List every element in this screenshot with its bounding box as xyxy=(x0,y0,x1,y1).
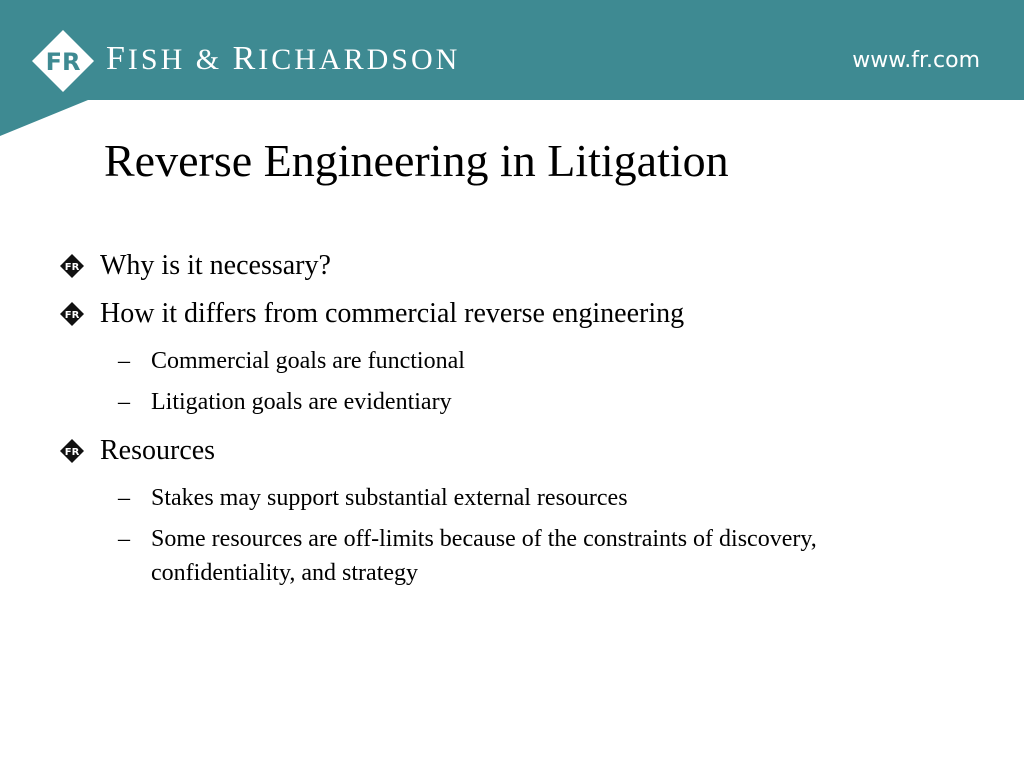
sub-bullet-item xyxy=(118,385,960,419)
firm-name: FISH & RICHARDSON xyxy=(106,40,461,77)
bullet-item xyxy=(60,433,960,469)
sub-bullet-text: Litigation goals are evidentiary xyxy=(151,389,452,415)
bullet-text: Resources xyxy=(100,435,216,466)
sub-bullet-text: Stakes may support substantial external resources xyxy=(151,485,628,511)
sub-bullet-dash: – xyxy=(118,348,130,374)
bullet-item xyxy=(60,296,960,332)
fr-logo-icon xyxy=(32,30,94,92)
sub-bullet-item xyxy=(118,522,960,590)
slide-title: Reverse Engineering in Litigation xyxy=(104,135,729,186)
bullet-item xyxy=(60,248,960,284)
fr-diamond-icon xyxy=(60,302,84,326)
sub-bullet-text: Some resources are off-limits because of the constraints of discovery, confidentiality, and strategy xyxy=(151,526,817,586)
website-link[interactable]: www.fr.com xyxy=(852,48,980,73)
sub-bullet-dash: – xyxy=(118,485,130,511)
sub-bullet-item xyxy=(118,344,960,378)
slide-content xyxy=(60,248,960,597)
svg-text:FR: FR xyxy=(64,310,80,321)
bullet-text: Why is it necessary? xyxy=(100,250,331,281)
svg-text:FR: FR xyxy=(45,48,81,76)
sub-bullet-dash: – xyxy=(118,389,130,415)
svg-text:FR: FR xyxy=(64,447,80,458)
sub-bullet-text: Commercial goals are functional xyxy=(151,348,465,374)
fr-diamond-icon xyxy=(60,254,84,278)
svg-text:FR: FR xyxy=(64,262,80,273)
bullet-text: How it differs from commercial reverse engineering xyxy=(100,298,685,329)
sub-bullet-item xyxy=(118,481,960,515)
sub-bullet-dash: – xyxy=(118,526,130,552)
fr-diamond-icon xyxy=(60,439,84,463)
